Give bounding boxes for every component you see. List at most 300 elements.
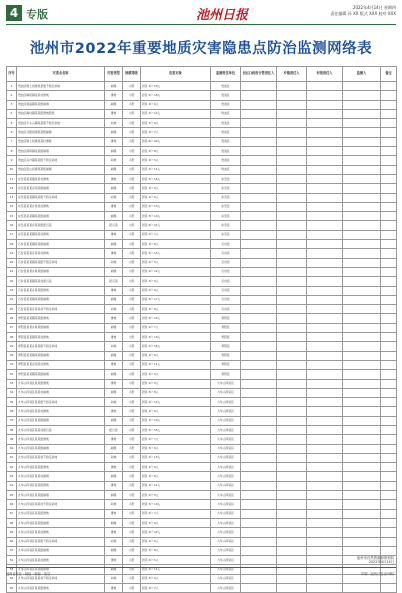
table-cell <box>241 249 277 258</box>
table-cell: 贵池区梅村镇某某组滑坡隐患 <box>17 109 105 118</box>
table-cell <box>241 230 277 239</box>
table-cell: 居民 4户 11人 <box>141 165 211 174</box>
table-cell <box>307 407 343 416</box>
table-cell <box>307 193 343 202</box>
table-cell: 小型 <box>123 202 141 211</box>
table-cell <box>277 444 307 453</box>
table-cell <box>343 333 381 342</box>
table-cell: 41 <box>7 453 17 462</box>
table-cell: 5 <box>7 119 17 128</box>
table-cell: 居民 5户 16人 <box>141 342 211 351</box>
issuer-org: 池州市自然资源和规划局 <box>356 556 394 560</box>
table-cell <box>343 500 381 509</box>
table-cell: 九华山风景区某某组滑坡 <box>17 435 105 444</box>
table-cell: 东至县 <box>211 174 241 183</box>
table-cell <box>381 137 397 146</box>
table-cell <box>277 286 307 295</box>
table-cell: 崩塌 <box>105 147 123 156</box>
table-cell: 九华山风景区 <box>211 509 241 518</box>
table-cell: 居民 2户 6人 <box>141 100 211 109</box>
table-cell: 滑坡 <box>105 509 123 518</box>
table-cell: 小型 <box>123 147 141 156</box>
column-header: 乡镇责任人 <box>277 67 307 82</box>
table-cell: 九华山风景区某某村崩塌 <box>17 472 105 481</box>
table-cell: 10 <box>7 165 17 174</box>
footer-right: 印刷 · 池州日报社印刷厂 <box>361 572 396 576</box>
table-cell: 九华山风景区某某组滑坡 <box>17 584 105 593</box>
table-cell: 崩塌 <box>105 565 123 574</box>
page-header <box>6 5 396 21</box>
table-cell: 九华山风景区 <box>211 537 241 546</box>
page-number: 4 <box>6 5 22 21</box>
table-cell: 小型 <box>123 295 141 304</box>
table-cell: 泥石流 <box>105 277 123 286</box>
table-cell: 居民 3户 9人 <box>141 119 211 128</box>
table-cell: 九华山风景区某某组崩塌 <box>17 546 105 555</box>
table-cell <box>277 370 307 379</box>
table-cell <box>241 91 277 100</box>
table-cell: 九华山风景区某某组崩塌 <box>17 565 105 574</box>
table-cell: 14 <box>7 202 17 211</box>
table-cell: 居民 2户 6人 <box>141 537 211 546</box>
table-cell <box>277 388 307 397</box>
table-cell <box>343 277 381 286</box>
table-cell: 小型 <box>123 379 141 388</box>
table-cell <box>343 425 381 434</box>
table-cell <box>277 398 307 407</box>
table-cell <box>241 156 277 165</box>
table-row <box>7 184 397 193</box>
table-row <box>7 398 397 407</box>
table-cell <box>343 258 381 267</box>
table-cell <box>277 323 307 332</box>
table-row <box>7 491 397 500</box>
table-cell <box>277 351 307 360</box>
table-cell <box>307 267 343 276</box>
table-row <box>7 546 397 555</box>
table-row <box>7 267 397 276</box>
table-cell <box>307 509 343 518</box>
table-cell <box>277 100 307 109</box>
table-cell <box>241 370 277 379</box>
table-cell <box>277 546 307 555</box>
table-cell <box>277 314 307 323</box>
table-cell: 小型 <box>123 323 141 332</box>
table-cell: 九华山风景区某某组滑坡 <box>17 481 105 490</box>
table-cell: 东至县 <box>211 230 241 239</box>
table-cell: 居民 4户 13人 <box>141 453 211 462</box>
table-cell: 九华山风景区某某村崩塌 <box>17 388 105 397</box>
table-cell: 九华山风景区 <box>211 565 241 574</box>
table-cell: 小型 <box>123 407 141 416</box>
table-cell <box>343 156 381 165</box>
table-cell: 斜坡 <box>105 574 123 583</box>
table-cell: 小型 <box>123 481 141 490</box>
table-cell: 斜坡 <box>105 500 123 509</box>
table-cell: 青阳县某某镇某某组滑坡 <box>17 314 105 323</box>
table-cell: 滑坡 <box>105 249 123 258</box>
table-cell: 泥石流 <box>105 221 123 230</box>
table-cell: 小型 <box>123 258 141 267</box>
table-cell <box>307 351 343 360</box>
table-cell: 贵池区 <box>211 156 241 165</box>
table-row <box>7 537 397 546</box>
table-cell: 滑坡 <box>105 137 123 146</box>
table-cell <box>277 184 307 193</box>
table-row <box>7 472 397 481</box>
table-cell <box>381 537 397 546</box>
table-cell: 小型 <box>123 435 141 444</box>
table-cell <box>307 258 343 267</box>
table-cell: 居民 3户 8人 <box>141 240 211 249</box>
table-cell <box>241 295 277 304</box>
table-cell <box>307 323 343 332</box>
table-cell: 石台县某某乡某某村不稳定斜坡 <box>17 305 105 314</box>
table-cell: 九华山风景区 <box>211 574 241 583</box>
table-cell <box>307 240 343 249</box>
table-cell: 18 <box>7 240 17 249</box>
table-row <box>7 500 397 509</box>
table-row <box>7 388 397 397</box>
table-cell: 滑坡 <box>105 379 123 388</box>
table-cell: 居民 4户 13人 <box>141 202 211 211</box>
table-cell: 27 <box>7 323 17 332</box>
table-cell <box>241 202 277 211</box>
table-cell <box>307 584 343 593</box>
table-cell <box>277 518 307 527</box>
table-cell: 居民 5户 18人 <box>141 91 211 100</box>
table-cell <box>241 407 277 416</box>
table-cell: 小型 <box>123 174 141 183</box>
table-cell: 石台县某某乡某某村滑坡 <box>17 249 105 258</box>
table-cell: 28 <box>7 333 17 342</box>
table-cell <box>381 174 397 183</box>
table-cell: 小型 <box>123 342 141 351</box>
table-cell: 崩塌 <box>105 444 123 453</box>
table-cell <box>307 463 343 472</box>
table-cell <box>277 407 307 416</box>
table-cell <box>277 500 307 509</box>
table-cell: 滑坡 <box>105 528 123 537</box>
table-cell: 滑坡 <box>105 91 123 100</box>
table-cell: 居民 2户 7人 <box>141 230 211 239</box>
table-cell: 九华山风景区 <box>211 481 241 490</box>
table-cell: 居民 3户 8人 <box>141 147 211 156</box>
footer-rule <box>6 567 396 568</box>
table-cell <box>277 82 307 91</box>
table-cell <box>343 537 381 546</box>
table-cell <box>277 267 307 276</box>
table-cell <box>343 509 381 518</box>
table-cell: 37 <box>7 416 17 425</box>
table-row <box>7 584 397 593</box>
table-cell: 13 <box>7 193 17 202</box>
table-cell: 九华山风景区某某组滑坡 <box>17 463 105 472</box>
table-cell: 21 <box>7 267 17 276</box>
table-row <box>7 100 397 109</box>
table-row <box>7 351 397 360</box>
table-cell: 东至县某某镇某某村滑坡 <box>17 230 105 239</box>
table-cell <box>343 584 381 593</box>
table-cell <box>307 184 343 193</box>
monitoring-table <box>6 66 397 593</box>
table-row <box>7 295 397 304</box>
table-cell: 小型 <box>123 416 141 425</box>
table-cell: 15 <box>7 212 17 221</box>
table-cell <box>343 221 381 230</box>
table-cell: 居民 2户 5人 <box>141 379 211 388</box>
table-cell: 斜坡 <box>105 258 123 267</box>
table-cell: 斜坡 <box>105 342 123 351</box>
table-cell <box>241 556 277 565</box>
table-cell <box>343 137 381 146</box>
table-cell: 崩塌 <box>105 128 123 137</box>
table-cell <box>241 388 277 397</box>
table-cell <box>381 212 397 221</box>
table-row <box>7 91 397 100</box>
table-cell <box>241 518 277 527</box>
table-cell <box>277 221 307 230</box>
table-cell: 小型 <box>123 565 141 574</box>
table-cell: 斜坡 <box>105 156 123 165</box>
table-cell: 25 <box>7 305 17 314</box>
table-cell <box>307 165 343 174</box>
table-cell <box>307 342 343 351</box>
table-cell <box>241 453 277 462</box>
table-cell: 居民 2户 7人 <box>141 435 211 444</box>
table-cell <box>381 128 397 137</box>
table-cell: 4 <box>7 109 17 118</box>
table-cell: 石台县 <box>211 286 241 295</box>
table-cell <box>381 305 397 314</box>
table-cell: 小型 <box>123 240 141 249</box>
table-cell <box>241 342 277 351</box>
table-cell <box>241 333 277 342</box>
table-cell: 38 <box>7 425 17 434</box>
table-row <box>7 444 397 453</box>
column-header: 序号 <box>7 67 17 82</box>
table-cell <box>307 472 343 481</box>
table-row <box>7 109 397 118</box>
table-cell: 小型 <box>123 546 141 555</box>
table-cell <box>241 528 277 537</box>
table-cell <box>307 137 343 146</box>
table-cell: 东至县 <box>211 202 241 211</box>
table-cell: 九华山风景区某某村不稳定斜坡 <box>17 574 105 583</box>
page-title: 池州市2022年重要地质灾害隐患点防治监测网络表 <box>29 41 373 57</box>
table-cell: 居民 6户 21人 <box>141 221 211 230</box>
table-cell: 小型 <box>123 165 141 174</box>
table-cell <box>381 342 397 351</box>
table-cell: 12 <box>7 184 17 193</box>
table-cell: 居民 3户 8人 <box>141 472 211 481</box>
table-cell <box>381 267 397 276</box>
table-cell: 小型 <box>123 137 141 146</box>
table-cell: 斜坡 <box>105 398 123 407</box>
table-cell <box>343 249 381 258</box>
table-cell <box>343 119 381 128</box>
table-row <box>7 435 397 444</box>
table-row <box>7 221 397 230</box>
table-cell <box>277 249 307 258</box>
table-cell: 47 <box>7 509 17 518</box>
table-cell: 九华山风景区某某组崩塌 <box>17 444 105 453</box>
table-cell <box>307 518 343 527</box>
table-cell: 青阳县某某镇某某村滑坡 <box>17 333 105 342</box>
table-cell <box>381 277 397 286</box>
table-cell: 九华山风景区某某组不稳定斜坡 <box>17 398 105 407</box>
table-cell: 石台县 <box>211 295 241 304</box>
table-cell <box>241 379 277 388</box>
table-cell: 42 <box>7 463 17 472</box>
table-cell <box>241 286 277 295</box>
table-cell: 东至县 <box>211 184 241 193</box>
table-cell: 44 <box>7 481 17 490</box>
table-cell <box>307 128 343 137</box>
table-cell: 52 <box>7 556 17 565</box>
table-cell: 小型 <box>123 267 141 276</box>
table-cell <box>381 240 397 249</box>
table-cell: 居民 2户 6人 <box>141 193 211 202</box>
table-cell <box>343 184 381 193</box>
table-cell: 崩塌 <box>105 472 123 481</box>
table-cell <box>307 109 343 118</box>
table-cell: 1 <box>7 82 17 91</box>
table-cell: 滑坡 <box>105 314 123 323</box>
table-cell: 小型 <box>123 351 141 360</box>
table-cell <box>241 416 277 425</box>
issue-date: 2022年4月14日 星期四 <box>352 5 396 10</box>
table-cell: 九华山风景区某某村滑坡 <box>17 407 105 416</box>
table-cell: 东至县某某镇某某组崩塌 <box>17 212 105 221</box>
table-cell: 贵池区涓桥镇某某组崩塌 <box>17 147 105 156</box>
table-cell: 31 <box>7 360 17 369</box>
table-cell: 贵池区 <box>211 109 241 118</box>
table-cell: 32 <box>7 370 17 379</box>
table-cell: 居民 5户 15人 <box>141 425 211 434</box>
table-cell: 居民 3户 9人 <box>141 370 211 379</box>
table-row <box>7 518 397 527</box>
table-cell <box>343 370 381 379</box>
table-cell: 石台县 <box>211 277 241 286</box>
table-cell: 居民 3户 9人 <box>141 574 211 583</box>
table-cell <box>241 546 277 555</box>
table-cell: 居民 4户 12人 <box>141 267 211 276</box>
table-cell <box>307 491 343 500</box>
table-cell: 贵池区 <box>211 165 241 174</box>
table-cell <box>343 379 381 388</box>
table-cell <box>307 305 343 314</box>
table-cell <box>241 147 277 156</box>
table-cell: 33 <box>7 379 17 388</box>
table-cell <box>343 323 381 332</box>
table-cell <box>343 165 381 174</box>
table-cell: 小型 <box>123 305 141 314</box>
table-cell <box>277 305 307 314</box>
table-cell: 居民 4户 14人 <box>141 314 211 323</box>
table-row <box>7 119 397 128</box>
table-cell <box>307 556 343 565</box>
table-cell: 小型 <box>123 100 141 109</box>
table-cell <box>277 509 307 518</box>
issuer-date: 2022年4月14日 <box>368 560 394 564</box>
footer-left: 池州日报社 · 地址 · 邮编 · 电话 <box>6 572 51 576</box>
table-cell <box>381 509 397 518</box>
table-row <box>7 370 397 379</box>
table-cell: 居民 3户 10人 <box>141 82 211 91</box>
table-cell <box>381 416 397 425</box>
table-cell: 泥石流 <box>105 425 123 434</box>
table-cell: 滑坡 <box>105 584 123 593</box>
table-cell <box>241 240 277 249</box>
table-cell <box>307 379 343 388</box>
table-cell <box>343 481 381 490</box>
table-cell: 小型 <box>123 398 141 407</box>
table-row <box>7 360 397 369</box>
table-cell: 24 <box>7 295 17 304</box>
editors-line: 责任编辑 孙 XX 版式 XXX 校对 XXX <box>330 11 396 16</box>
table-cell <box>381 407 397 416</box>
table-cell: 小型 <box>123 584 141 593</box>
table-cell: 居民 3户 10人 <box>141 416 211 425</box>
table-cell: 7 <box>7 137 17 146</box>
table-row <box>7 286 397 295</box>
table-cell <box>241 109 277 118</box>
table-cell <box>343 407 381 416</box>
table-row <box>7 230 397 239</box>
table-cell <box>241 360 277 369</box>
table-cell: 小型 <box>123 156 141 165</box>
table-cell <box>343 398 381 407</box>
table-cell: 贵池区牛头山镇某某组不稳定斜坡 <box>17 119 105 128</box>
table-cell <box>381 333 397 342</box>
column-header: 县(区)政府分管责任人 <box>241 67 277 82</box>
table-cell: 22 <box>7 277 17 286</box>
issuer-block <box>357 556 394 564</box>
table-cell: 17 <box>7 230 17 239</box>
table-cell: 居民 2户 7人 <box>141 128 211 137</box>
table-cell <box>307 221 343 230</box>
table-cell: 滑坡 <box>105 202 123 211</box>
table-cell <box>381 314 397 323</box>
table-cell <box>241 323 277 332</box>
table-cell <box>277 295 307 304</box>
table-cell: 青阳县 <box>211 323 241 332</box>
table-cell <box>381 258 397 267</box>
table-cell: 16 <box>7 221 17 230</box>
table-cell <box>241 305 277 314</box>
table-cell: 8 <box>7 147 17 156</box>
table-cell <box>241 137 277 146</box>
table-cell <box>343 342 381 351</box>
table-cell <box>241 509 277 518</box>
table-row <box>7 165 397 174</box>
table-row <box>7 128 397 137</box>
table-cell <box>241 491 277 500</box>
table-cell: 贵池区 <box>211 82 241 91</box>
table-cell <box>241 444 277 453</box>
table-cell: 小型 <box>123 314 141 323</box>
column-header: 监测责任单位 <box>211 67 241 82</box>
table-cell: 青阳县某某乡某某组不稳定斜坡 <box>17 342 105 351</box>
table-cell: 小型 <box>123 370 141 379</box>
table-cell <box>343 202 381 211</box>
table-cell: 23 <box>7 286 17 295</box>
table-cell: 居民 3户 9人 <box>141 444 211 453</box>
table-cell <box>241 500 277 509</box>
table-cell: 小型 <box>123 500 141 509</box>
table-cell: 九华山风景区 <box>211 453 241 462</box>
